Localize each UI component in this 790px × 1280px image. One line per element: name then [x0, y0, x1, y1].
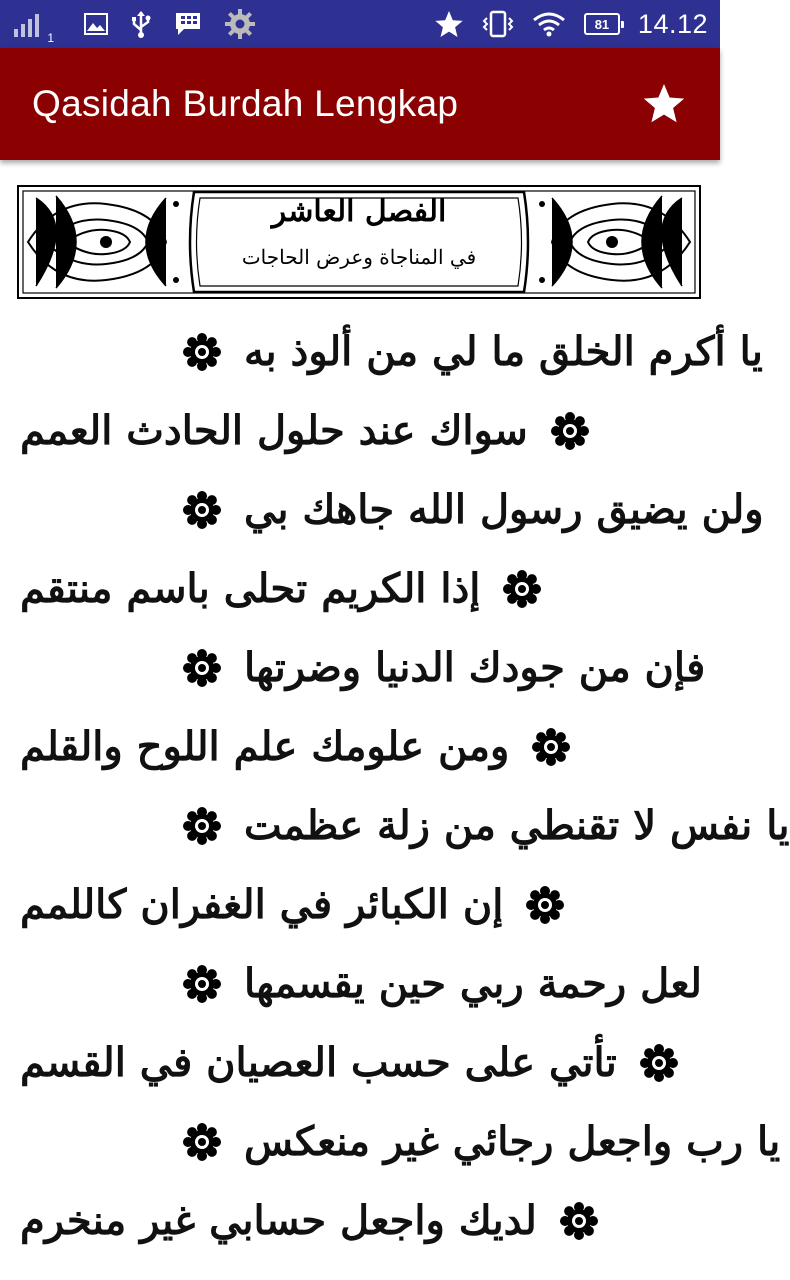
verse-separator-icon — [523, 883, 567, 927]
verse-text: إن الكبائر في الغفران كاللمم — [20, 881, 504, 928]
verse-line — [20, 407, 540, 454]
verse-text: يا أكرم الخلق ما لي من ألوذ به — [244, 328, 763, 375]
verse-text: فإن من جودك الدنيا وضرتها — [244, 644, 706, 691]
verse-separator-icon — [557, 1199, 601, 1243]
verse-line — [180, 960, 700, 1007]
verse-text: ومن علومك علم اللوح والقلم — [20, 723, 510, 770]
chapter-banner — [16, 184, 702, 300]
verse-line — [180, 328, 763, 375]
battery-level: 81 — [584, 13, 620, 35]
verse-line — [180, 644, 706, 691]
content-area[interactable] — [0, 160, 790, 1280]
settings-icon — [224, 8, 256, 40]
verse-separator-icon — [529, 725, 573, 769]
verse-line — [20, 565, 540, 612]
verse-line — [180, 1118, 781, 1165]
sim-indicator: 1 — [47, 31, 54, 45]
verse-text: لعل رحمة ربي حين يقسمها — [244, 960, 702, 1007]
app-bar — [0, 48, 720, 160]
chapter-subtitle: في المناجاة وعرض الحاجات — [241, 245, 477, 269]
verse-separator-icon — [180, 962, 224, 1006]
star-icon — [642, 83, 686, 125]
verse-text: تأتي على حسب العصيان في القسم — [20, 1039, 617, 1086]
battery-icon — [584, 13, 620, 35]
chapter-title: الفصل العاشر — [271, 194, 447, 229]
wifi-icon — [532, 11, 566, 37]
verse-line — [20, 1039, 617, 1086]
vibrate-icon — [482, 10, 514, 38]
verse-text: لديك واجعل حسابي غير منخرم — [20, 1197, 537, 1244]
verse-separator-icon — [500, 567, 544, 611]
verse-line — [20, 723, 540, 770]
verse-separator-icon — [548, 409, 592, 453]
verse-separator-icon — [180, 330, 224, 374]
status-bar — [0, 0, 720, 48]
clock: 14.12 — [637, 8, 708, 39]
verse-text: ولن يضيق رسول الله جاهك بي — [244, 486, 764, 533]
verse-line — [20, 881, 540, 928]
verse-separator-icon — [180, 1120, 224, 1164]
verse-separator-icon — [180, 488, 224, 532]
verse-separator-icon — [637, 1041, 681, 1085]
usb-icon — [130, 10, 152, 38]
favorite-button[interactable] — [642, 82, 686, 126]
star-icon — [434, 10, 464, 38]
bbm-icon — [174, 11, 202, 37]
verse-line — [180, 486, 764, 533]
verse-separator-icon — [180, 646, 224, 690]
image-icon — [84, 13, 108, 35]
verse-text: إذا الكريم تحلى باسم منتقم — [20, 565, 481, 612]
verse-text: يا رب واجعل رجائي غير منعكس — [244, 1118, 781, 1165]
signal-icon — [14, 11, 54, 45]
verse-text: سواك عند حلول الحادث العمم — [20, 407, 528, 454]
verse-line — [180, 802, 790, 849]
verse-line — [20, 1197, 540, 1244]
verse-text: يا نفس لا تقنطي من زلة عظمت — [244, 802, 790, 849]
app-title: Qasidah Burdah Lengkap — [32, 83, 459, 124]
verse-separator-icon — [180, 804, 224, 848]
